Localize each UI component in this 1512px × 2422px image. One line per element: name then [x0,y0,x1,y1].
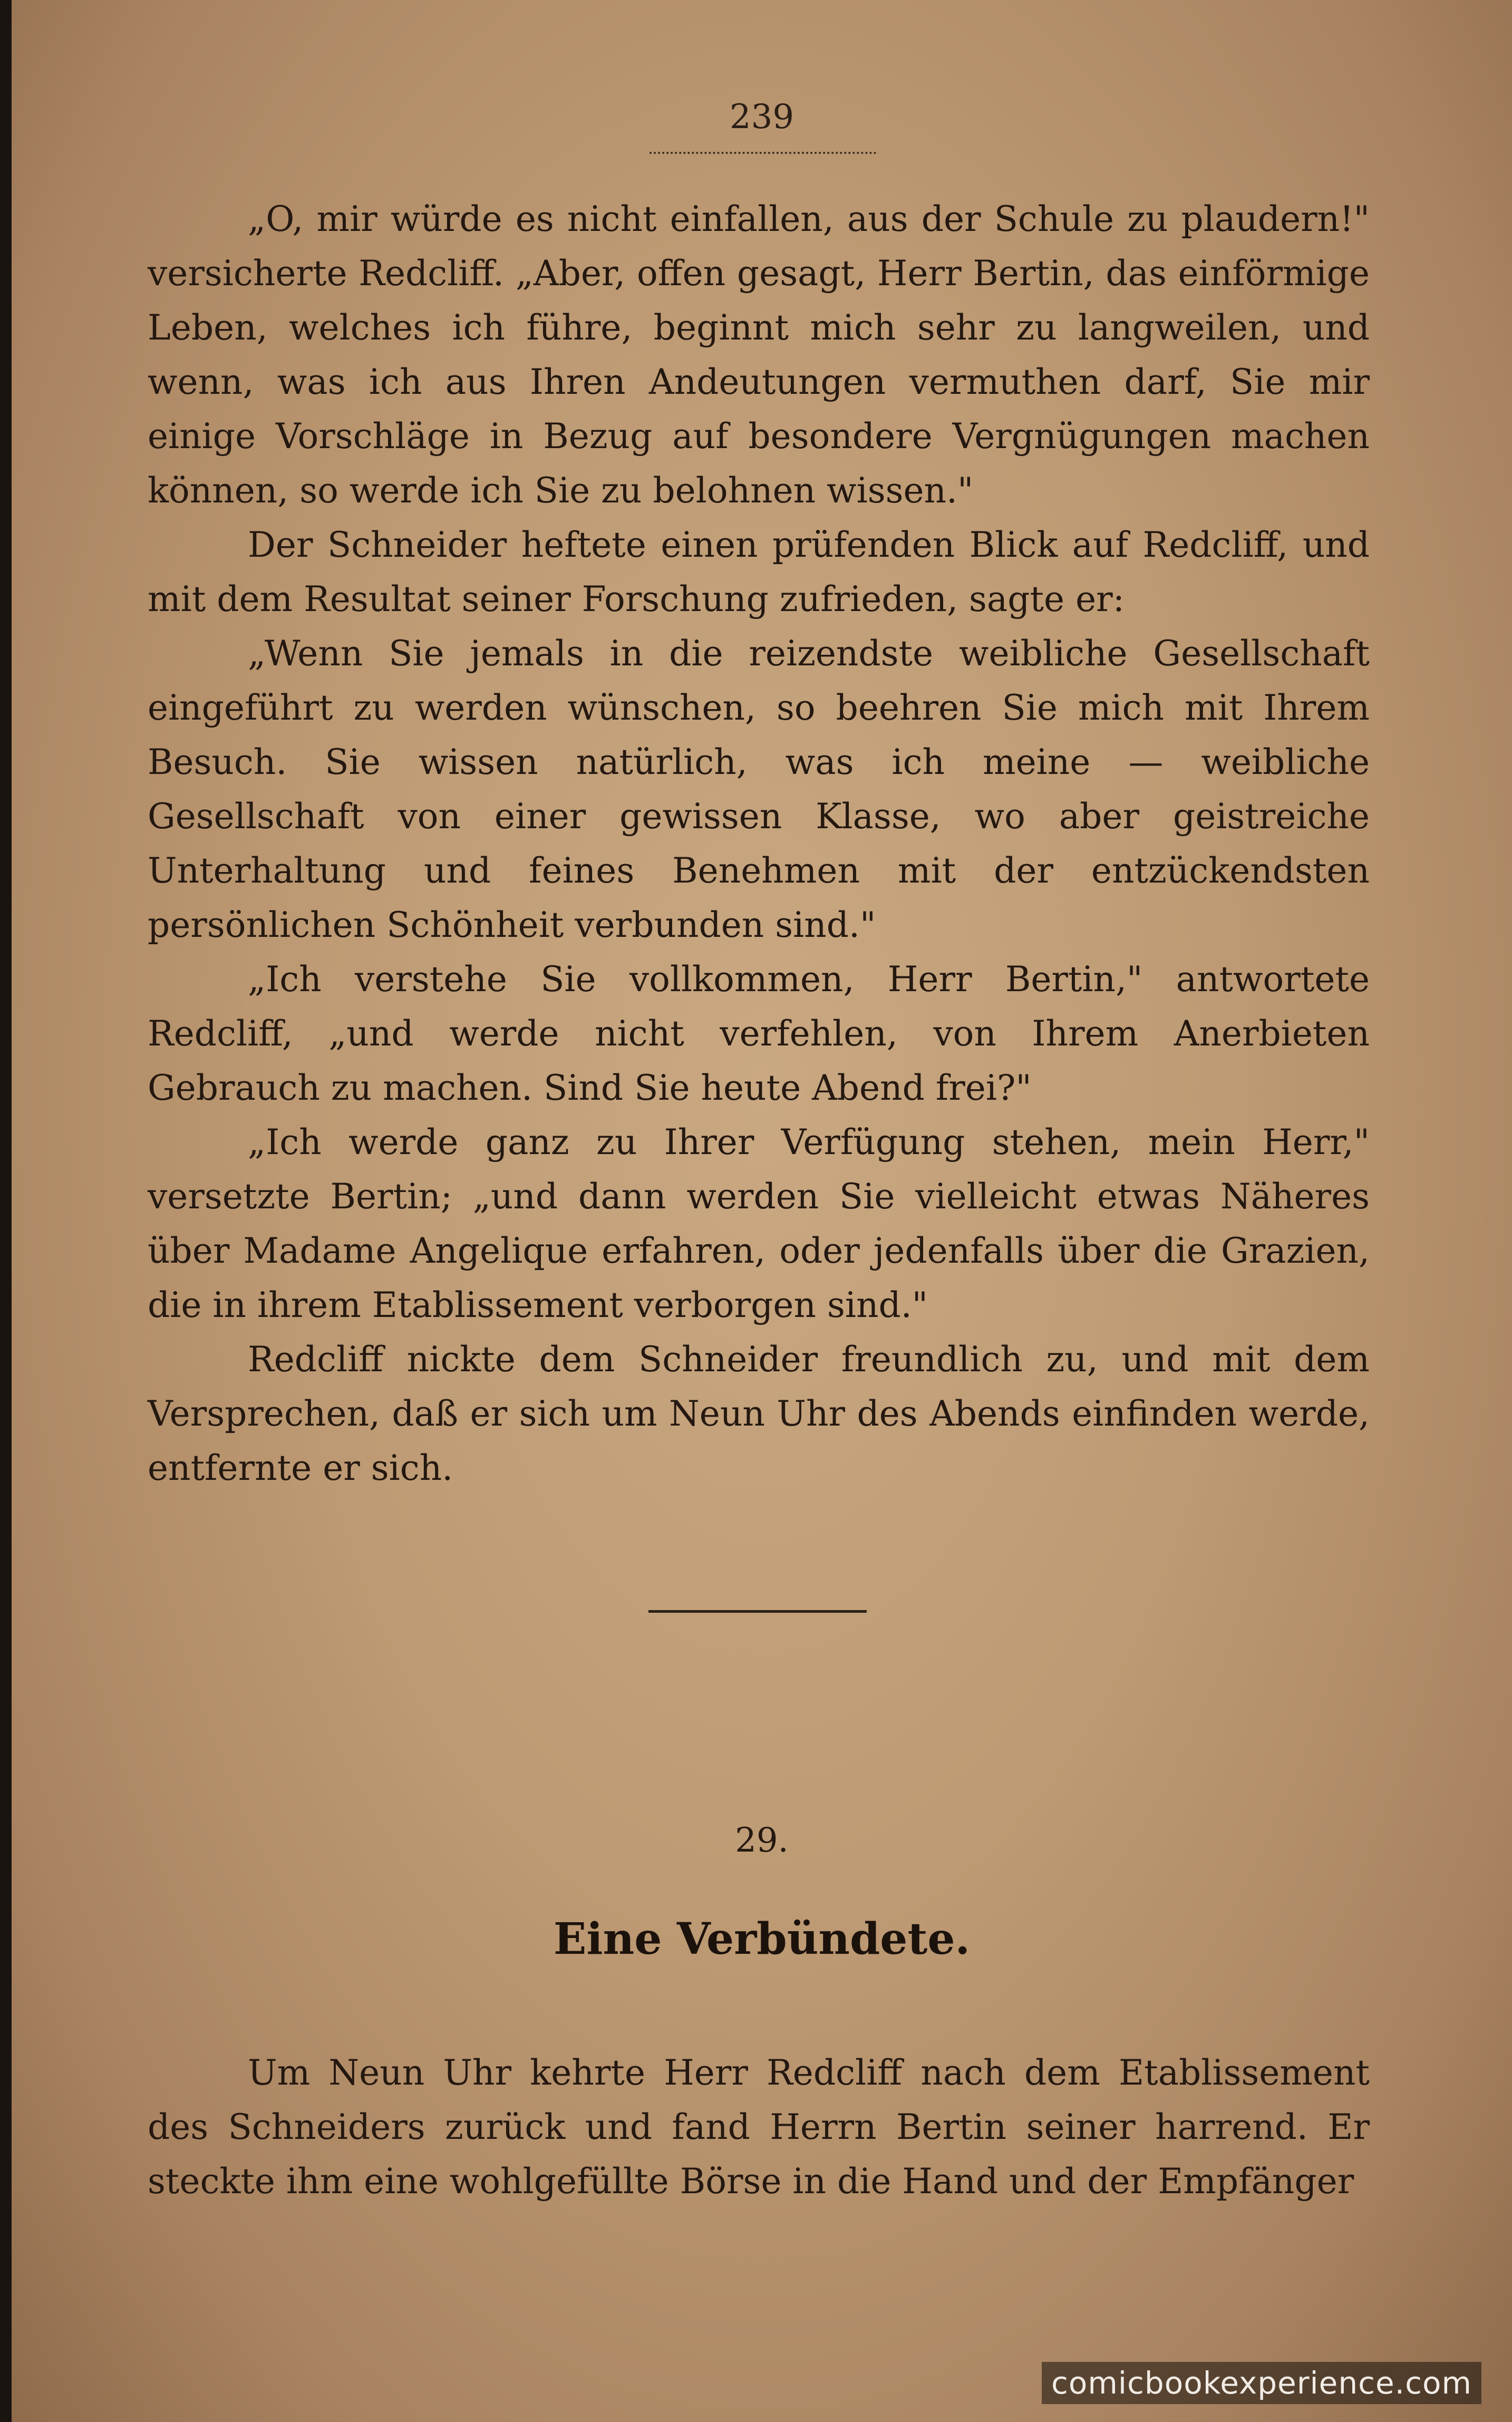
paragraph: „Ich verstehe Sie vollkommen, Herr Bertin," antwortete Redcliff, „und werde nicht verfehlen, von Ihrem Anerbieten Gebrauch zu machen. Sind Sie heute Abend frei?" [148,959,1370,1108]
paragraph: „O, mir würde es nicht einfallen, aus der Schule zu plaudern!" versicherte Redcliff. „Aber, offen gesagt, Herr Bertin, das einförmige Leben, welches ich führe, beginnt mich sehr zu langweilen, und wenn, was ich aus Ihren Andeutungen vermuthen darf, Sie mir einige Vorschläge in Bezug auf besondere Vergnügungen machen können, so werde ich Sie zu belohnen wissen." [148,199,1370,511]
paragraph: Der Schneider heftete einen prüfenden Blick auf Redcliff, und mit dem Resultat seiner Forschung zufrieden, sagte er: [148,525,1370,619]
paragraph: Redcliff nickte dem Schneider freundlich zu, und mit dem Versprechen, daß er sich um Neun Uhr des Abends einfinden werde, entfernte er sich. [148,1339,1370,1488]
page-body-text [148,192,1370,1495]
site-watermark: comicbookexperience.com [1042,2362,1481,2404]
paragraph: „Ich werde ganz zu Ihrer Verfügung stehen, mein Herr," versetzte Bertin; „und dann werden Sie vielleicht etwas Näheres über Madame Angelique erfahren, oder jedenfalls über die Grazien, die in ihrem Etablissement verborgen sind." [148,1122,1370,1325]
page-number: 239 [729,98,794,137]
chapter-body-text [148,2046,1370,2208]
section-divider [648,1610,867,1613]
header-ornament-rule [650,147,876,154]
book-page [12,0,1512,2422]
paragraph: „Wenn Sie jemals in die reizendste weibliche Gesellschaft eingeführt zu werden wünschen, so beehren Sie mich mit Ihrem Besuch. Sie wissen natürlich, was ich meine — weibliche Gesellschaft von einer gewissen Klasse, wo aber geistreiche Unterhaltung und feines Benehmen mit der entzückendsten persönlichen Schönheit verbunden sind." [148,633,1370,945]
paragraph: Um Neun Uhr kehrte Herr Redcliff nach dem Etablissement des Schneiders zurück und fand Herrn Bertin seiner harrend. Er steckte ihm eine wohlgefüllte Börse in die Hand und der Empfänger [148,2052,1370,2202]
chapter-number: 29. [735,1821,789,1860]
chapter-title: Eine Verbündete. [553,1914,971,1964]
